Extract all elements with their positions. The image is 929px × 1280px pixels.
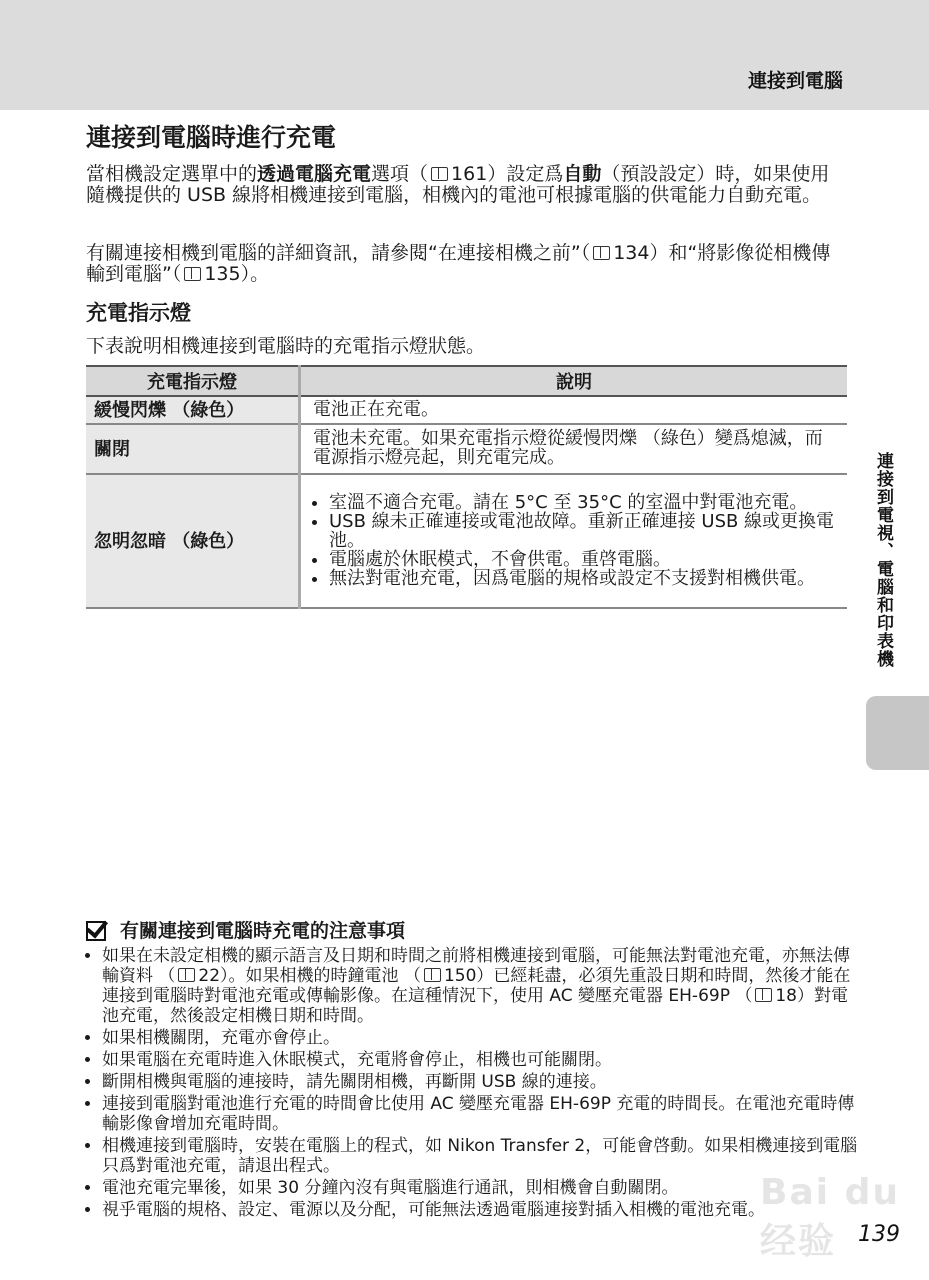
list-item: • 視乎電腦的規格、設定、電源以及分配，可能無法透過電腦連接對插入相機的電池充電。 (102, 1200, 862, 1220)
page-ref: 135 (204, 263, 241, 285)
indicator-description: 電池未充電。如果充電指示燈從緩慢閃爍 （綠色）變爲熄滅，而電源指示燈亮起，則充電完成。 (300, 424, 848, 474)
page-ref-icon (431, 167, 448, 181)
list-item: • 無法對電池充電，因爲電腦的規格或設定不支援對相機供電。 (329, 569, 837, 588)
column-header: 說明 (300, 366, 848, 396)
notes-heading (86, 918, 846, 944)
table-row (86, 424, 847, 474)
list-item: • 如果在未設定相機的顯示語言及日期和時間之前將相機連接到電腦，可能無法對電池充電，亦無法傳輸資料 （ 22）。如果相機的時鐘電池 （ 150）已經耗盡，必須先重設日期和時間，然後才能在連接到電腦時對電池充電或傳輸影像。在這種情況下，使用 AC 變壓充電器 EH-69P （ 18）對電池充電，然後設定相機日期和時間。 (102, 946, 862, 1026)
table-intro: 下表說明相機連接到電腦時的充電指示燈狀態。 (86, 335, 486, 357)
column-header: 充電指示燈 (86, 366, 300, 396)
indicator-state: 緩慢閃爍 （綠色） (86, 396, 300, 424)
indicator-description: 電池正在充電。 (300, 396, 848, 424)
list-item: • 室溫不適合充電。請在 5°C 至 35°C 的室溫中對電池充電。 (329, 493, 837, 512)
list-item: • 如果相機關閉，充電亦會停止。 (102, 1028, 862, 1048)
list-item: • 相機連接到電腦時，安裝在電腦上的程式，如 Nikon Transfer 2，可能會啓動。如果相機連接到電腦只爲對電池充電，請退出程式。 (102, 1136, 862, 1176)
menu-option-name: 透過電腦充電 (257, 163, 372, 185)
list-item: • 電腦處於休眠模式，不會供電。重啓電腦。 (329, 550, 837, 569)
intro-paragraph-2: 有關連接相機到電腦的詳細資訊，請參閱“在連接相機之前”（ 134）和“將影像從相機傳輸到電腦”（ 135）。 (86, 242, 831, 285)
check-icon (86, 921, 106, 941)
header-band (0, 0, 929, 110)
indicator-description (300, 474, 848, 608)
watermark: Bai du 经验 (760, 1172, 901, 1262)
setting-value: 自動 (563, 163, 602, 185)
section-title: 連接到電腦 (747, 70, 843, 92)
indicator-state: 忽明忽暗 （綠色） (86, 474, 300, 608)
subsection-title: 充電指示燈 (86, 301, 191, 325)
list-item: • 斷開相機與電腦的連接時，請先關閉相機，再斷開 USB 線的連接。 (102, 1072, 862, 1092)
page-ref: 161 (451, 163, 488, 185)
page-ref: 134 (613, 242, 650, 264)
notes-list (86, 946, 862, 1222)
list-item: • 電池充電完畢後，如果 30 分鐘內沒有與電腦進行通訊，則相機會自動關閉。 (102, 1178, 862, 1198)
list-item: • 如果電腦在充電時進入休眠模式，充電將會停止，相機也可能關閉。 (102, 1050, 862, 1070)
table-row (86, 474, 847, 608)
intro-paragraph-1: 當相機設定選單中的透過電腦充電選項（ 161）設定爲自動（預設設定）時，如果使用隨機提供的 USB 線將相機連接到電腦，相機內的電池可根據電腦的供電能力自動充電。 (86, 163, 830, 206)
page-ref-icon (178, 968, 195, 982)
list-item: • 連接到電腦對電池進行充電的時間會比使用 AC 變壓充電器 EH-69P 充電的時間長。在電池充電時傳輸影像會增加充電時間。 (102, 1094, 862, 1134)
page-ref-icon (184, 267, 201, 281)
table-header-row (86, 366, 847, 396)
page-ref-icon (424, 968, 441, 982)
page-ref-icon (593, 246, 610, 260)
chapter-side-label: 連接到電視、電腦和印表機 (873, 452, 893, 668)
page-number: 139 (858, 1222, 900, 1247)
page-ref-icon (755, 988, 772, 1002)
indicator-state: 關閉 (86, 424, 300, 474)
table-row (86, 396, 847, 424)
notes-title: 有關連接到電腦時充電的注意事項 (120, 920, 406, 942)
chapter-tab (866, 696, 929, 770)
indicator-table (86, 365, 847, 609)
list-item: • USB 線未正確連接或電池故障。重新正確連接 USB 線或更換電池。 (329, 512, 837, 550)
page-title: 連接到電腦時進行充電 (86, 123, 337, 152)
